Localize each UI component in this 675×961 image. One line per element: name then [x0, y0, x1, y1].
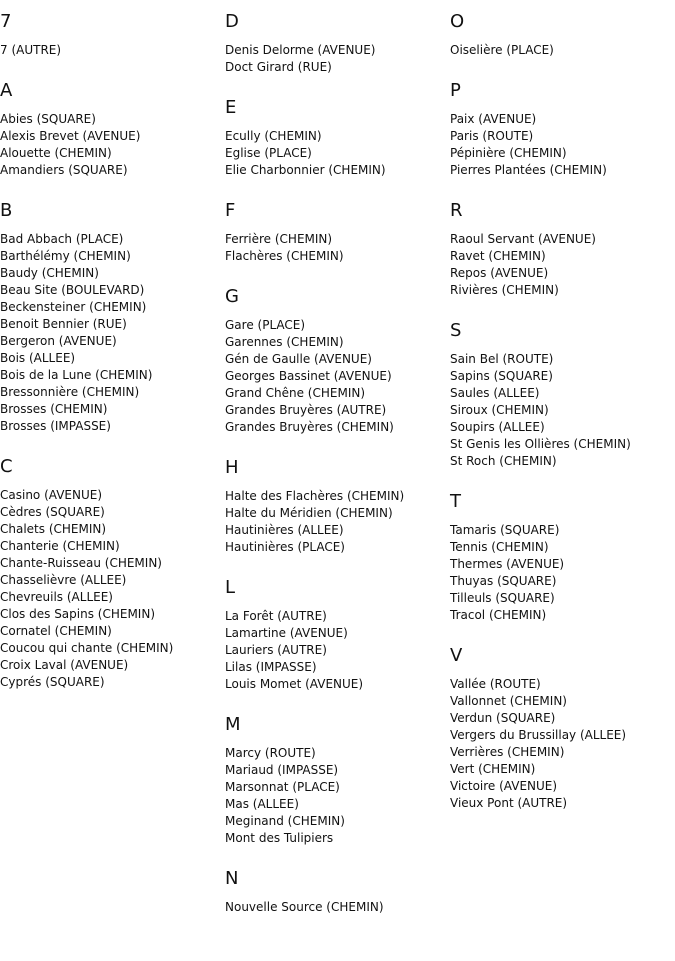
- letter-section: [0, 200, 225, 435]
- street-link[interactable]: Tracol (CHEMIN): [450, 608, 547, 622]
- letter-heading: 7: [0, 11, 12, 32]
- street-link[interactable]: Thermes (AVENUE): [450, 557, 565, 571]
- street-link[interactable]: Lamartine (AVENUE): [225, 626, 348, 640]
- street-link[interactable]: Verdun (SQUARE): [450, 711, 556, 725]
- letter-section: [450, 645, 675, 812]
- street-link[interactable]: Denis Delorme (AVENUE): [225, 43, 376, 57]
- street-link[interactable]: Bressonnière (CHEMIN): [0, 385, 140, 399]
- street-link[interactable]: Nouvelle Source (CHEMIN): [225, 900, 384, 914]
- street-link[interactable]: Cyprés (SQUARE): [0, 675, 105, 689]
- column-3: [450, 11, 675, 833]
- letter-section: [450, 200, 675, 299]
- street-link[interactable]: Victoire (AVENUE): [450, 779, 558, 793]
- street-link[interactable]: Paris (ROUTE): [450, 129, 534, 143]
- street-link[interactable]: Cornatel (CHEMIN): [0, 624, 112, 638]
- street-link[interactable]: Brosses (IMPASSE): [0, 419, 111, 433]
- letter-heading: N: [225, 868, 239, 889]
- street-link[interactable]: Raoul Servant (AVENUE): [450, 232, 596, 246]
- street-link[interactable]: Hautinières (PLACE): [225, 540, 345, 554]
- letter-section: [450, 11, 675, 59]
- street-link[interactable]: Vert (CHEMIN): [450, 762, 536, 776]
- letter-section: [225, 97, 450, 179]
- street-link[interactable]: Marsonnat (PLACE): [225, 780, 340, 794]
- street-link[interactable]: Louis Momet (AVENUE): [225, 677, 364, 691]
- letter-heading: H: [225, 457, 239, 478]
- street-link[interactable]: Soupirs (ALLEE): [450, 420, 545, 434]
- letter-section: [225, 577, 450, 693]
- street-link[interactable]: Chalets (CHEMIN): [0, 522, 107, 536]
- street-link[interactable]: Saules (ALLEE): [450, 386, 540, 400]
- street-link[interactable]: Croix Laval (AVENUE): [0, 658, 129, 672]
- letter-section: [225, 868, 450, 916]
- street-link[interactable]: Bergeron (AVENUE): [0, 334, 117, 348]
- street-link[interactable]: Alouette (CHEMIN): [0, 146, 112, 160]
- street-link[interactable]: Tamaris (SQUARE): [450, 523, 560, 537]
- street-link[interactable]: Sapins (SQUARE): [450, 369, 553, 383]
- street-link[interactable]: Hautinières (ALLEE): [225, 523, 344, 537]
- street-link[interactable]: Doct Girard (RUE): [225, 60, 332, 74]
- letter-heading: G: [225, 286, 239, 307]
- letter-section: [225, 457, 450, 556]
- street-link[interactable]: Ravet (CHEMIN): [450, 249, 546, 263]
- letter-heading: S: [450, 320, 462, 341]
- street-link[interactable]: Elie Charbonnier (CHEMIN): [225, 163, 386, 177]
- letter-section: [0, 80, 225, 179]
- street-link[interactable]: Cèdres (SQUARE): [0, 505, 105, 519]
- street-link[interactable]: Benoit Bennier (RUE): [0, 317, 127, 331]
- street-link[interactable]: Chanterie (CHEMIN): [0, 539, 120, 553]
- street-link[interactable]: Vallonnet (CHEMIN): [450, 694, 567, 708]
- letter-section: [225, 200, 450, 265]
- street-link[interactable]: Coucou qui chante (CHEMIN): [0, 641, 174, 655]
- street-link[interactable]: Vallée (ROUTE): [450, 677, 541, 691]
- letter-heading: P: [450, 80, 461, 101]
- street-link[interactable]: Ecully (CHEMIN): [225, 129, 322, 143]
- street-link[interactable]: Grandes Bruyères (CHEMIN): [225, 420, 394, 434]
- street-link[interactable]: Casino (AVENUE): [0, 488, 103, 502]
- street-link[interactable]: Lauriers (AUTRE): [225, 643, 327, 657]
- street-link[interactable]: Ferrière (CHEMIN): [225, 232, 333, 246]
- letter-section: [450, 320, 675, 470]
- letter-section: [225, 286, 450, 436]
- street-link[interactable]: Vergers du Brussillay (ALLEE): [450, 728, 627, 742]
- street-link[interactable]: Pierres Plantées (CHEMIN): [450, 163, 607, 177]
- street-link[interactable]: Siroux (CHEMIN): [450, 403, 549, 417]
- street-link[interactable]: Lilas (IMPASSE): [225, 660, 317, 674]
- street-link[interactable]: Tennis (CHEMIN): [450, 540, 549, 554]
- street-link[interactable]: Clos des Sapins (CHEMIN): [0, 607, 155, 621]
- street-link[interactable]: Alexis Brevet (AVENUE): [0, 129, 141, 143]
- street-link[interactable]: Grand Chêne (CHEMIN): [225, 386, 366, 400]
- street-link[interactable]: Bois (ALLEE): [0, 351, 76, 365]
- street-link[interactable]: Bad Abbach (PLACE): [0, 232, 124, 246]
- letter-section: [450, 80, 675, 179]
- street-link[interactable]: Gare (PLACE): [225, 318, 306, 332]
- letter-section: [225, 714, 450, 847]
- letter-heading: T: [450, 491, 461, 512]
- street-link[interactable]: Bois de la Lune (CHEMIN): [0, 368, 153, 382]
- street-link[interactable]: Mas (ALLEE): [225, 797, 299, 811]
- letter-heading: E: [225, 97, 237, 118]
- street-link[interactable]: Meginand (CHEMIN): [225, 814, 345, 828]
- street-link[interactable]: Flachères (CHEMIN): [225, 249, 344, 263]
- letter-heading: O: [450, 11, 465, 32]
- letter-heading: R: [450, 200, 463, 221]
- street-link[interactable]: St Genis les Ollières (CHEMIN): [450, 437, 631, 451]
- street-link[interactable]: Tilleuls (SQUARE): [450, 591, 555, 605]
- street-link[interactable]: Repos (AVENUE): [450, 266, 549, 280]
- letter-heading: D: [225, 11, 239, 32]
- street-link[interactable]: Vieux Pont (AUTRE): [450, 796, 568, 810]
- street-link[interactable]: Brosses (CHEMIN): [0, 402, 108, 416]
- street-link[interactable]: Verrières (CHEMIN): [450, 745, 565, 759]
- street-link[interactable]: Abies (SQUARE): [0, 112, 96, 126]
- letter-heading: A: [0, 80, 13, 101]
- letter-heading: M: [225, 714, 241, 735]
- street-link[interactable]: Chasselièvre (ALLEE): [0, 573, 127, 587]
- street-link[interactable]: Halte des Flachères (CHEMIN): [225, 489, 405, 503]
- street-link[interactable]: Chevreuils (ALLEE): [0, 590, 113, 604]
- street-link[interactable]: Gén de Gaulle (AVENUE): [225, 352, 372, 366]
- street-link[interactable]: Pépinière (CHEMIN): [450, 146, 567, 160]
- street-link[interactable]: Beckensteiner (CHEMIN): [0, 300, 147, 314]
- street-link[interactable]: Grandes Bruyères (AUTRE): [225, 403, 387, 417]
- street-link[interactable]: Chante-Ruisseau (CHEMIN): [0, 556, 162, 570]
- letter-heading: V: [450, 645, 463, 666]
- letter-heading: C: [0, 456, 13, 477]
- street-link[interactable]: Beau Site (BOULEVARD): [0, 283, 145, 297]
- letter-heading: B: [0, 200, 13, 221]
- street-link[interactable]: Sain Bel (ROUTE): [450, 352, 554, 366]
- letter-section: [450, 491, 675, 624]
- street-link[interactable]: Eglise (PLACE): [225, 146, 312, 160]
- street-link[interactable]: Barthélémy (CHEMIN): [0, 249, 131, 263]
- street-link[interactable]: Marcy (ROUTE): [225, 746, 316, 760]
- street-link[interactable]: Mariaud (IMPASSE): [225, 763, 339, 777]
- street-link[interactable]: Oiselière (PLACE): [450, 43, 554, 57]
- street-link[interactable]: Amandiers (SQUARE): [0, 163, 128, 177]
- street-link[interactable]: Paix (AVENUE): [450, 112, 537, 126]
- street-link[interactable]: Thuyas (SQUARE): [450, 574, 557, 588]
- letter-heading: F: [225, 200, 236, 221]
- street-link[interactable]: Garennes (CHEMIN): [225, 335, 344, 349]
- column-1: [0, 11, 225, 712]
- street-link[interactable]: St Roch (CHEMIN): [450, 454, 557, 468]
- column-2: [225, 11, 450, 937]
- street-link[interactable]: 7 (AUTRE): [0, 43, 62, 57]
- letter-section: [225, 11, 450, 76]
- street-link[interactable]: Baudy (CHEMIN): [0, 266, 99, 280]
- street-link[interactable]: La Forêt (AUTRE): [225, 609, 327, 623]
- street-link[interactable]: Halte du Méridien (CHEMIN): [225, 506, 393, 520]
- letter-section: [0, 456, 225, 691]
- street-link[interactable]: Rivières (CHEMIN): [450, 283, 559, 297]
- street-link[interactable]: Georges Bassinet (AVENUE): [225, 369, 392, 383]
- street-link[interactable]: Mont des Tulipiers: [225, 831, 334, 845]
- letter-heading: L: [225, 577, 236, 598]
- letter-section: [0, 11, 225, 59]
